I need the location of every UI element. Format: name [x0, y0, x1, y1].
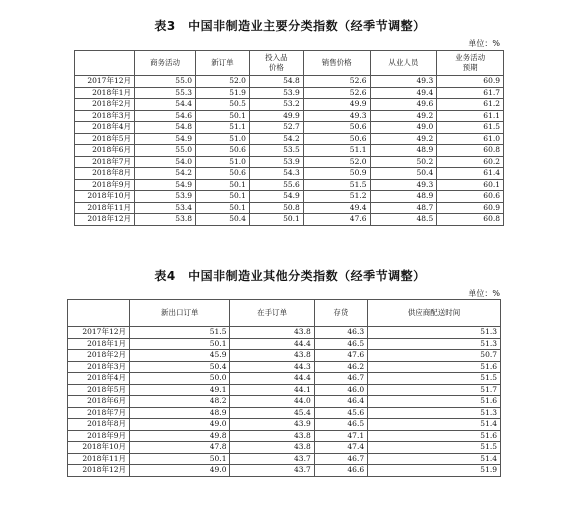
table-row	[75, 133, 504, 145]
row-label: 2018年10月	[75, 191, 135, 203]
table-cell: 51.6	[368, 396, 501, 408]
table-cell: 44.1	[230, 384, 314, 396]
table-cell: 51.0	[196, 133, 250, 145]
row-label: 2018年6月	[68, 396, 130, 408]
table-cell: 52.6	[303, 87, 370, 99]
table-cell: 45.6	[314, 407, 367, 419]
table4-header-cell: 供应商配送时间	[368, 300, 501, 327]
table4	[67, 299, 501, 477]
table-row	[75, 179, 504, 191]
table-cell: 49.2	[370, 133, 437, 145]
table-cell: 43.8	[230, 442, 314, 454]
row-label: 2018年2月	[68, 350, 130, 362]
table-cell: 60.2	[437, 156, 504, 168]
row-label: 2018年5月	[75, 133, 135, 145]
table-cell: 50.1	[196, 110, 250, 122]
table-cell: 54.9	[135, 133, 196, 145]
table-cell: 44.4	[230, 338, 314, 350]
table-cell: 51.9	[368, 465, 501, 477]
table-cell: 49.2	[370, 110, 437, 122]
table-cell: 43.8	[230, 430, 314, 442]
table-cell: 53.9	[249, 87, 303, 99]
table-cell: 47.1	[314, 430, 367, 442]
row-label: 2018年12月	[75, 214, 135, 226]
table-row	[68, 384, 501, 396]
table-cell: 50.5	[196, 99, 250, 111]
table-cell: 43.7	[230, 465, 314, 477]
table4-header-cell: 新出口订单	[130, 300, 230, 327]
table-cell: 60.8	[437, 145, 504, 157]
table4-header-cell: 在手订单	[230, 300, 314, 327]
table-cell: 54.9	[135, 179, 196, 191]
table-cell: 49.3	[370, 76, 437, 88]
table-cell: 54.8	[249, 76, 303, 88]
table-cell: 54.6	[135, 110, 196, 122]
table-cell: 55.6	[249, 179, 303, 191]
table-cell: 50.4	[130, 361, 230, 373]
table-row	[68, 338, 501, 350]
table-cell: 52.0	[303, 156, 370, 168]
table4-header-row	[68, 300, 501, 327]
table-cell: 47.6	[314, 350, 367, 362]
table4-title: 表4 中国非制造业其他分类指数（经季节调整）	[154, 269, 426, 283]
table-cell: 50.7	[368, 350, 501, 362]
table-cell: 50.1	[249, 214, 303, 226]
table-cell: 53.8	[135, 214, 196, 226]
table-cell: 51.7	[368, 384, 501, 396]
row-label: 2018年8月	[75, 168, 135, 180]
table-cell: 60.1	[437, 179, 504, 191]
table-cell: 49.4	[303, 202, 370, 214]
table-cell: 44.0	[230, 396, 314, 408]
table-cell: 61.4	[437, 168, 504, 180]
table-cell: 50.1	[196, 179, 250, 191]
table3-header-cell	[75, 51, 135, 76]
table-cell: 50.4	[196, 214, 250, 226]
table-cell: 51.1	[303, 145, 370, 157]
table-cell: 46.7	[314, 373, 367, 385]
table-cell: 53.9	[249, 156, 303, 168]
table-cell: 51.4	[368, 419, 501, 431]
table-cell: 51.5	[368, 442, 501, 454]
table-cell: 50.2	[370, 156, 437, 168]
table-cell: 51.1	[196, 122, 250, 134]
table-cell: 49.9	[303, 99, 370, 111]
table-cell: 48.2	[130, 396, 230, 408]
table-cell: 44.4	[230, 373, 314, 385]
table-cell: 52.6	[303, 76, 370, 88]
table-cell: 46.5	[314, 338, 367, 350]
table-cell: 61.1	[437, 110, 504, 122]
table-cell: 49.6	[370, 99, 437, 111]
table-cell: 54.8	[135, 122, 196, 134]
row-label: 2018年10月	[68, 442, 130, 454]
table-cell: 50.1	[130, 453, 230, 465]
table3-header-row	[75, 51, 504, 76]
table-cell: 51.6	[368, 430, 501, 442]
table-cell: 48.7	[370, 202, 437, 214]
table-cell: 51.5	[368, 373, 501, 385]
table-cell: 49.9	[249, 110, 303, 122]
table-cell: 43.8	[230, 350, 314, 362]
table-cell: 60.9	[437, 202, 504, 214]
table-cell: 54.9	[249, 191, 303, 203]
table-cell: 50.6	[303, 122, 370, 134]
table-row	[68, 361, 501, 373]
table-cell: 60.8	[437, 214, 504, 226]
table-cell: 61.0	[437, 133, 504, 145]
table-cell: 49.1	[130, 384, 230, 396]
row-label: 2018年6月	[75, 145, 135, 157]
table-row	[75, 122, 504, 134]
row-label: 2018年9月	[68, 430, 130, 442]
table-cell: 51.5	[303, 179, 370, 191]
row-label: 2018年12月	[68, 465, 130, 477]
table-row	[75, 76, 504, 88]
table-cell: 53.9	[135, 191, 196, 203]
row-label: 2018年8月	[68, 419, 130, 431]
row-label: 2017年12月	[75, 76, 135, 88]
table-cell: 47.8	[130, 442, 230, 454]
table-cell: 61.2	[437, 99, 504, 111]
table-row	[75, 191, 504, 203]
table-cell: 49.4	[370, 87, 437, 99]
table-cell: 50.0	[130, 373, 230, 385]
table-cell: 50.4	[370, 168, 437, 180]
table-cell: 45.9	[130, 350, 230, 362]
table3-header-cell: 商务活动	[135, 51, 196, 76]
table-row	[75, 202, 504, 214]
table-cell: 47.4	[314, 442, 367, 454]
table3-unit: 单位：%	[468, 39, 500, 48]
table-cell: 51.3	[368, 327, 501, 339]
table-cell: 51.0	[196, 156, 250, 168]
table-cell: 49.0	[130, 419, 230, 431]
table-cell: 55.3	[135, 87, 196, 99]
table-cell: 48.9	[370, 191, 437, 203]
row-label: 2018年1月	[75, 87, 135, 99]
table-cell: 51.6	[368, 361, 501, 373]
table3-header-cell: 新订单	[196, 51, 250, 76]
table3-header-cell: 从业人员	[370, 51, 437, 76]
row-label: 2018年3月	[68, 361, 130, 373]
row-label: 2018年7月	[75, 156, 135, 168]
table-cell: 52.0	[196, 76, 250, 88]
table-cell: 48.9	[370, 145, 437, 157]
table3	[74, 50, 504, 226]
table-cell: 49.0	[370, 122, 437, 134]
table-cell: 48.9	[130, 407, 230, 419]
table-cell: 61.7	[437, 87, 504, 99]
table-cell: 46.3	[314, 327, 367, 339]
table-cell: 51.4	[368, 453, 501, 465]
table-cell: 50.9	[303, 168, 370, 180]
table-cell: 54.2	[249, 133, 303, 145]
table-row	[75, 110, 504, 122]
table-cell: 51.5	[130, 327, 230, 339]
table-row	[75, 145, 504, 157]
table-cell: 50.1	[130, 338, 230, 350]
table-cell: 60.9	[437, 76, 504, 88]
table-cell: 45.4	[230, 407, 314, 419]
table-cell: 54.2	[135, 168, 196, 180]
row-label: 2018年11月	[75, 202, 135, 214]
table-cell: 51.3	[368, 338, 501, 350]
table-cell: 55.0	[135, 145, 196, 157]
table-cell: 51.3	[368, 407, 501, 419]
row-label: 2018年9月	[75, 179, 135, 191]
table3-header-cell: 销售价格	[303, 51, 370, 76]
table-cell: 44.3	[230, 361, 314, 373]
table-row	[68, 419, 501, 431]
table-cell: 46.6	[314, 465, 367, 477]
table3-title: 表3 中国非制造业主要分类指数（经季节调整）	[154, 19, 426, 33]
table-cell: 53.5	[249, 145, 303, 157]
row-label: 2018年2月	[75, 99, 135, 111]
table3-header-cell: 业务活动 预期	[437, 51, 504, 76]
table4-unit: 单位：%	[468, 289, 500, 298]
table-cell: 61.5	[437, 122, 504, 134]
table-cell: 55.0	[135, 76, 196, 88]
row-label: 2018年11月	[68, 453, 130, 465]
row-label: 2018年5月	[68, 384, 130, 396]
table-row	[75, 156, 504, 168]
table-cell: 50.6	[303, 133, 370, 145]
table-row	[68, 327, 501, 339]
table-cell: 50.1	[196, 202, 250, 214]
table-cell: 49.8	[130, 430, 230, 442]
table4-header-cell: 存货	[314, 300, 367, 327]
table-cell: 54.0	[135, 156, 196, 168]
table-cell: 51.2	[303, 191, 370, 203]
table-cell: 52.7	[249, 122, 303, 134]
table-cell: 46.4	[314, 396, 367, 408]
table-cell: 50.1	[196, 191, 250, 203]
row-label: 2018年1月	[68, 338, 130, 350]
table-row	[68, 453, 501, 465]
table-cell: 43.9	[230, 419, 314, 431]
table-cell: 50.8	[249, 202, 303, 214]
table-cell: 49.3	[303, 110, 370, 122]
table-row	[68, 442, 501, 454]
table-cell: 46.0	[314, 384, 367, 396]
table-cell: 53.2	[249, 99, 303, 111]
table-row	[75, 168, 504, 180]
table-cell: 50.6	[196, 145, 250, 157]
table-cell: 46.2	[314, 361, 367, 373]
row-label: 2018年4月	[75, 122, 135, 134]
table-row	[68, 350, 501, 362]
table-row	[68, 373, 501, 385]
table-row	[75, 87, 504, 99]
table-cell: 43.7	[230, 453, 314, 465]
table-cell: 54.3	[249, 168, 303, 180]
table-cell: 51.9	[196, 87, 250, 99]
table-cell: 53.4	[135, 202, 196, 214]
table-row	[68, 465, 501, 477]
table-cell: 49.3	[370, 179, 437, 191]
table-cell: 49.0	[130, 465, 230, 477]
row-label: 2017年12月	[68, 327, 130, 339]
table-row	[68, 396, 501, 408]
table-row	[68, 407, 501, 419]
table-cell: 46.5	[314, 419, 367, 431]
table-cell: 54.4	[135, 99, 196, 111]
table4-header-cell	[68, 300, 130, 327]
row-label: 2018年7月	[68, 407, 130, 419]
table-row	[75, 214, 504, 226]
table-cell: 43.8	[230, 327, 314, 339]
table-cell: 50.6	[196, 168, 250, 180]
table-cell: 48.5	[370, 214, 437, 226]
row-label: 2018年3月	[75, 110, 135, 122]
table-cell: 46.7	[314, 453, 367, 465]
table-row	[75, 99, 504, 111]
table-cell: 47.6	[303, 214, 370, 226]
table-cell: 60.6	[437, 191, 504, 203]
table3-header-cell: 投入品 价格	[249, 51, 303, 76]
row-label: 2018年4月	[68, 373, 130, 385]
table-row	[68, 430, 501, 442]
